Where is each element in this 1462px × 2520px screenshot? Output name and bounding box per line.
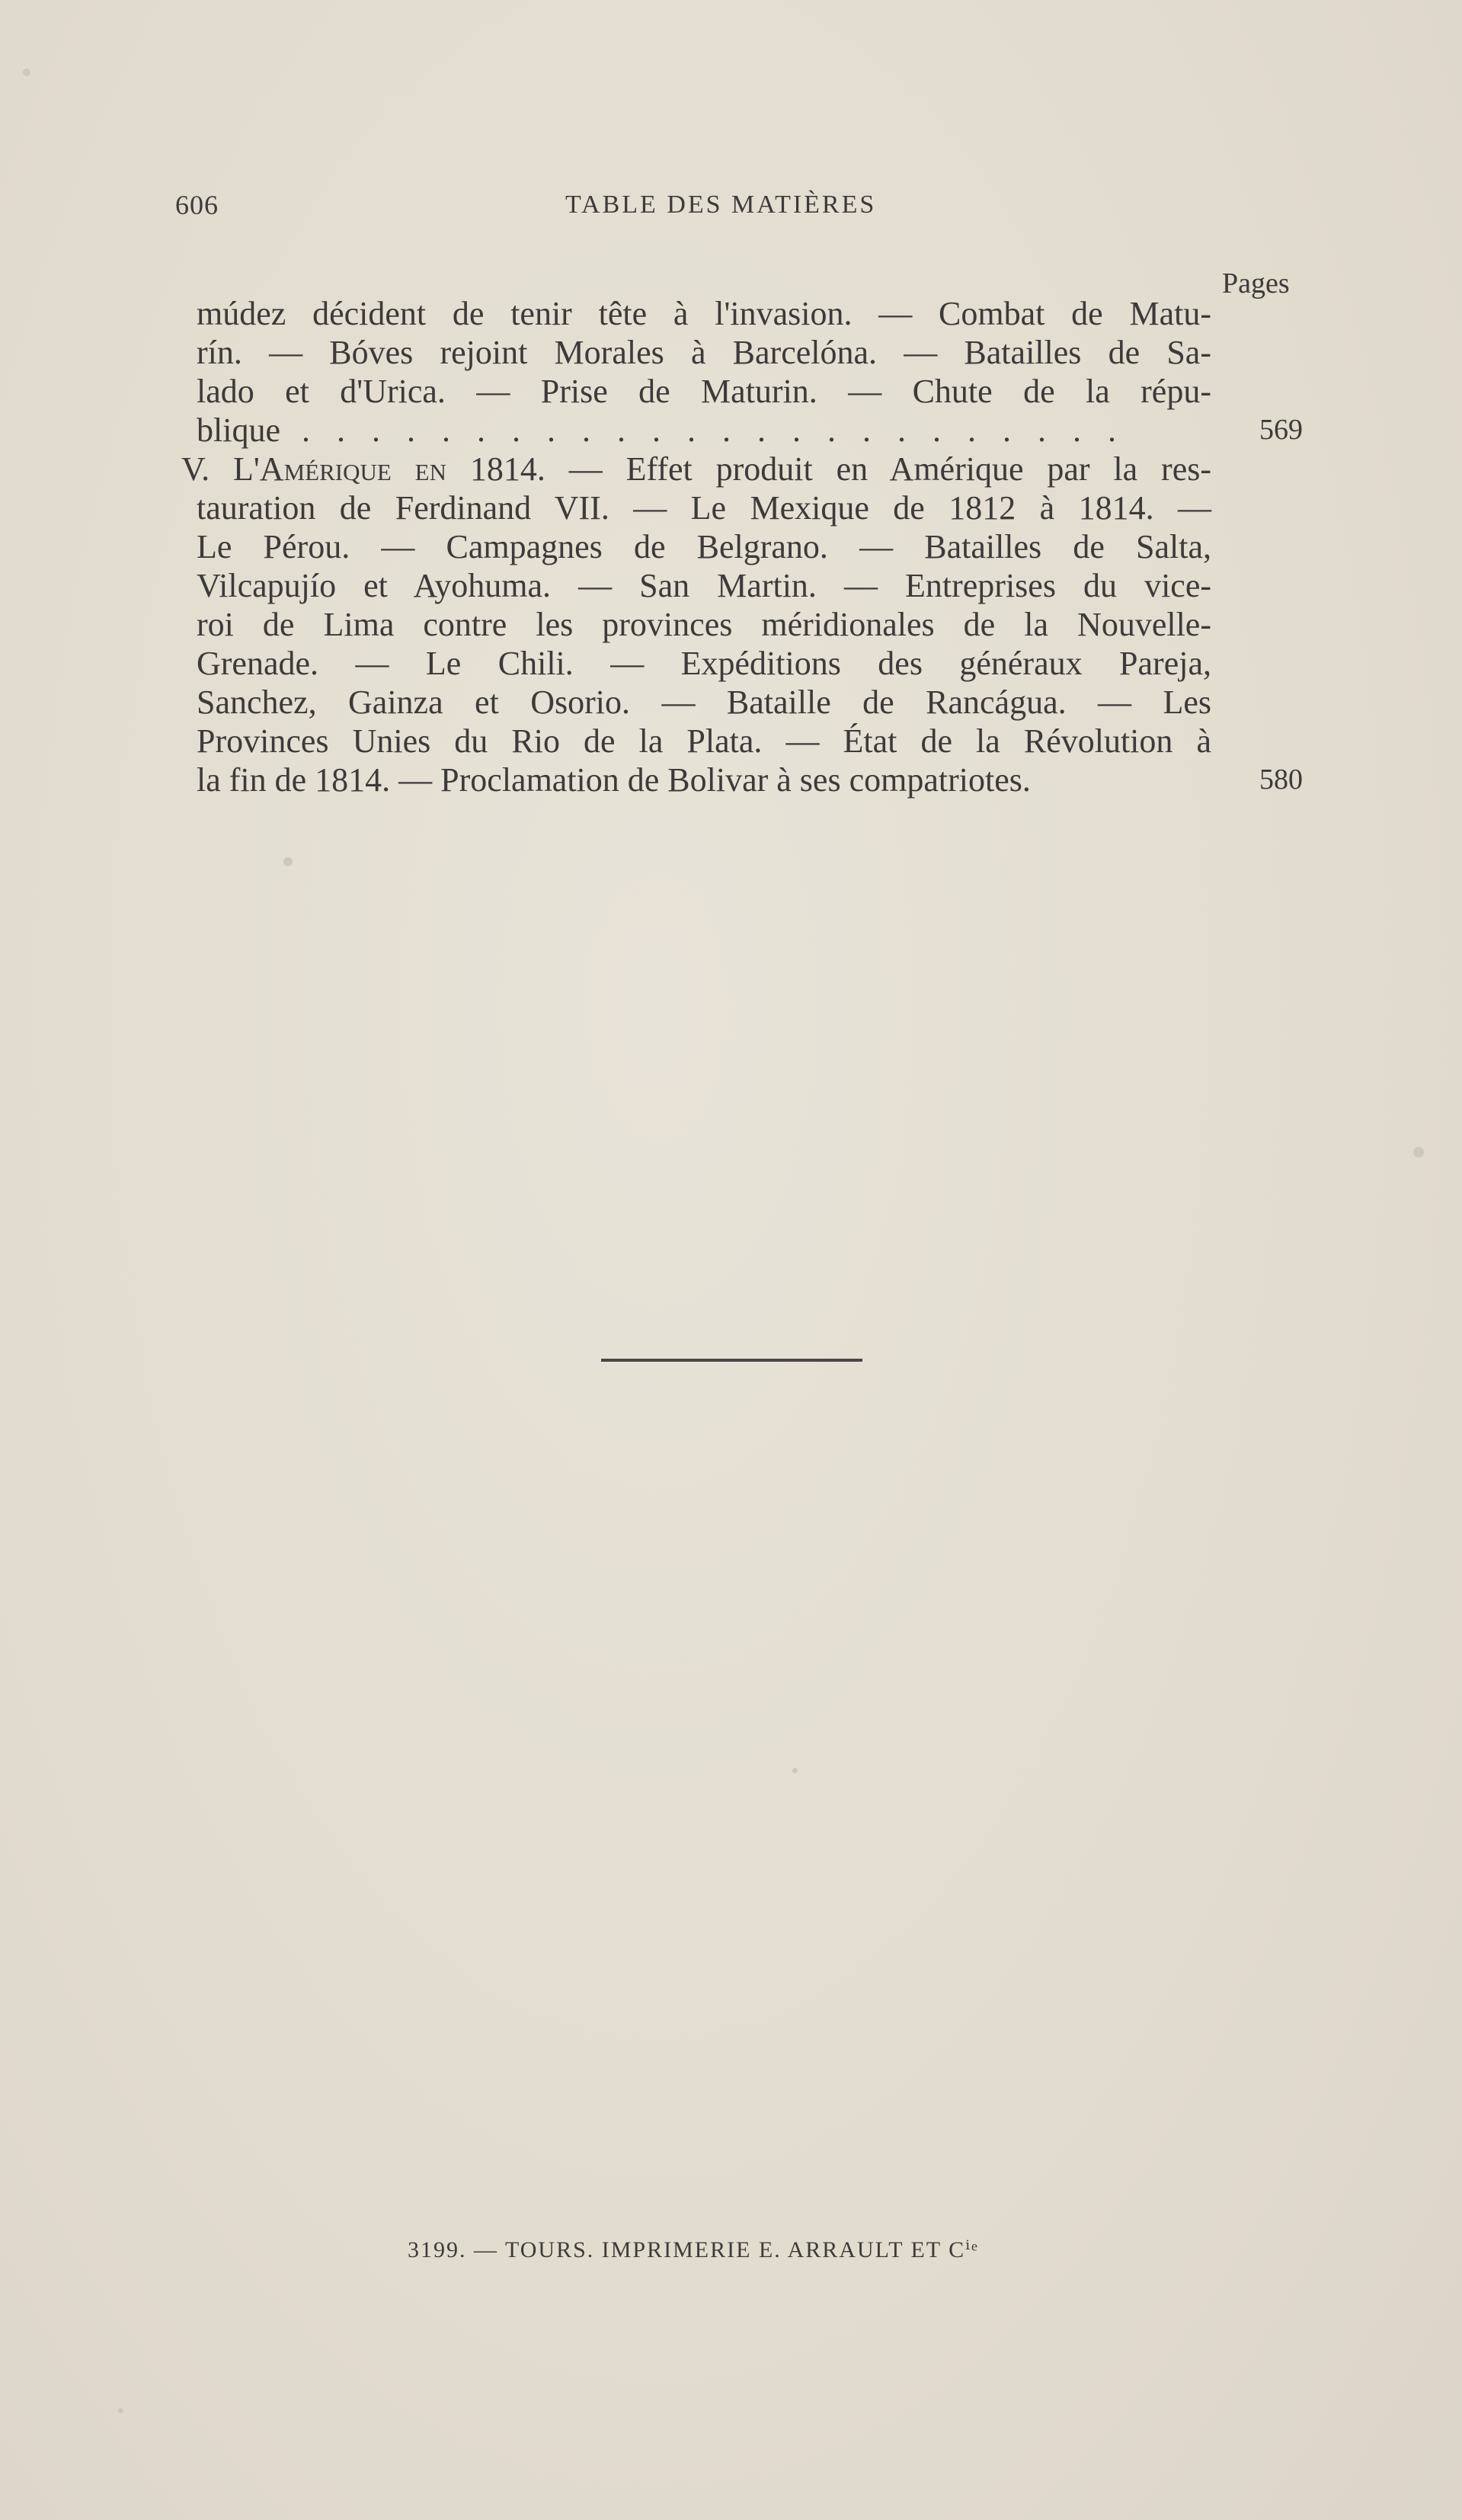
toc-line: Provinces Unies du Rio de la Plata. — État de la Révolution à: [197, 722, 1211, 760]
end-rule: [601, 1359, 862, 1362]
toc-line-with-page: [197, 411, 1303, 450]
toc-line-with-page: [197, 760, 1303, 799]
toc-line: rín. — Bóves rejoint Morales à Barcelóna. — Batailles de Sa-: [197, 334, 1211, 371]
toc-line: roi de Lima contre les provinces méridionales de la Nouvelle-: [197, 606, 1211, 643]
toc-line-text: la fin de 1814. — Proclamation de Bolivar à ses compatriotes.: [197, 761, 1031, 799]
toc-line: tauration de Ferdinand VII. — Le Mexique de 1812 à 1814. —: [197, 489, 1211, 527]
printer-imprint: 3199. — TOURS. IMPRIMERIE E. ARRAULT ET Cⁱᵉ: [408, 2237, 979, 2262]
toc-entry-heading-line: [181, 450, 1211, 488]
paper-speck: [283, 857, 293, 866]
dot-leader: . . . . . . . . . . . . . . . . . . . . . . . .: [302, 411, 1125, 449]
page-number: 606: [175, 190, 219, 220]
entry-heading: L'Amérique en 1814.: [232, 450, 545, 488]
paper-speck: [118, 2408, 123, 2413]
table-of-contents: [181, 294, 1303, 799]
toc-line: Vilcapujío et Ayohuma. — San Martin. — Entreprises du vice-: [197, 567, 1211, 604]
toc-line: Sanchez, Gainza et Osorio. — Bataille de Rancágua. — Les: [197, 684, 1211, 721]
paper-speck: [23, 69, 30, 76]
entry-numeral: V.: [181, 450, 210, 488]
page-reference: 569: [1259, 414, 1303, 446]
running-title: TABLE DES MATIÈRES: [565, 191, 877, 219]
paper-speck: [1413, 1147, 1424, 1158]
toc-line: Grenade. — Le Chili. — Expéditions des généraux Pareja,: [197, 645, 1211, 682]
page-reference: 580: [1259, 764, 1303, 796]
paper-speck: [792, 1768, 798, 1773]
pages-column-label: Pages: [1222, 267, 1290, 299]
toc-line: lado et d'Urica. — Prise de Maturin. — Chute de la répu-: [197, 373, 1211, 410]
toc-line-text: — Effet produit en Amérique par la res-: [568, 450, 1211, 488]
toc-line-text: blique: [197, 411, 280, 449]
toc-line: Le Pérou. — Campagnes de Belgrano. — Batailles de Salta,: [197, 528, 1211, 565]
toc-line: múdez décident de tenir tête à l'invasion. — Combat de Matu-: [197, 295, 1211, 332]
page-header: [175, 189, 1318, 227]
